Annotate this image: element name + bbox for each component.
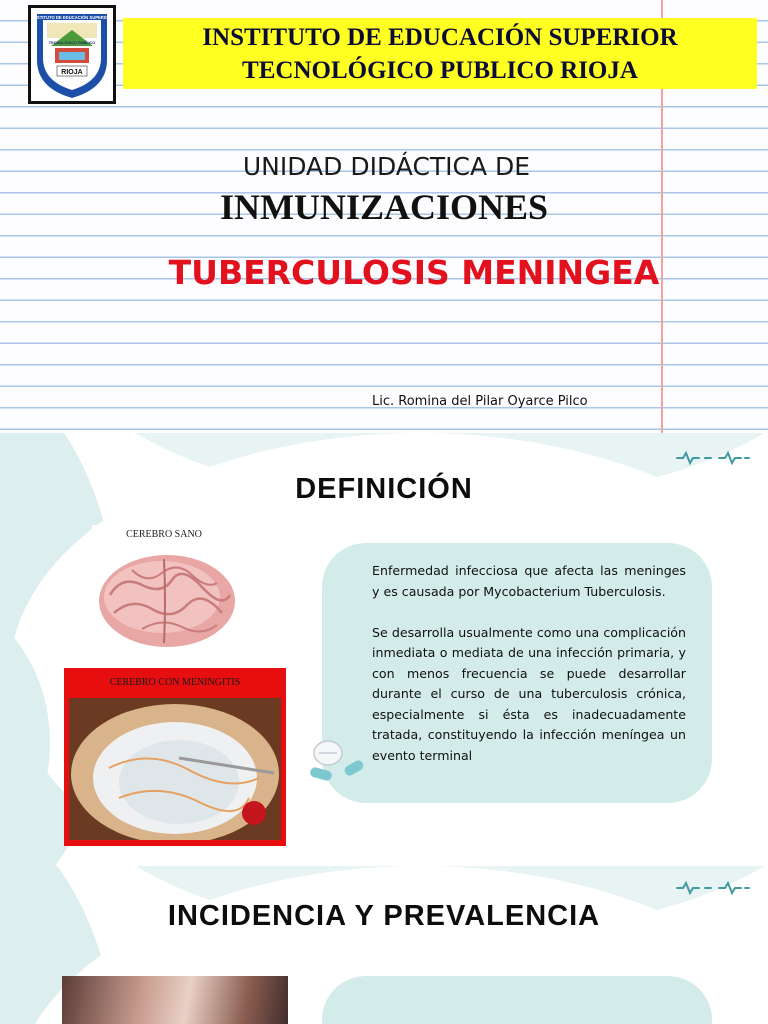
- school-crest-logo: [28, 5, 116, 104]
- healthy-brain-image: [92, 525, 254, 661]
- patient-photo: [62, 976, 288, 1024]
- author-name: Lic. Romina del Pilar Oyarce Pilco: [372, 394, 588, 409]
- definition-title: DEFINICIÓN: [295, 473, 473, 505]
- heartbeat-wave-icon: [675, 879, 751, 897]
- definition-slide: [0, 433, 768, 866]
- incidence-slide: [0, 866, 768, 1024]
- incidence-title: INCIDENCIA Y PREVALENCIA: [167, 900, 601, 932]
- incidence-card: [322, 976, 712, 1024]
- heartbeat-wave-icon: [675, 449, 751, 467]
- definition-paragraph-1: Enfermedad infecciosa que afecta las meninges y es causada por Mycobacterium Tuberculosis.: [372, 563, 686, 599]
- logo-ring-text-bottom: TECNOLÓGICO PUBLICO: [48, 41, 96, 45]
- logo-label: RIOJA: [61, 69, 83, 76]
- definition-text: [372, 561, 686, 766]
- institution-banner: [123, 18, 757, 89]
- topic-title: TUBERCULOSIS MENINGEA: [168, 253, 660, 292]
- institution-line-1: INSTITUTO DE EDUCACIÓN SUPERIOR: [202, 24, 678, 51]
- unit-name: INMUNIZACIONES: [219, 187, 549, 227]
- meningitis-brain-caption: CEREBRO CON MENINGITIS: [109, 677, 241, 688]
- meningitis-brain-image: [64, 668, 286, 846]
- healthy-brain-caption: CEREBRO SANO: [126, 529, 202, 540]
- institution-line-2: TECNOLÓGICO PUBLICO RIOJA: [242, 57, 638, 84]
- unit-label: UNIDAD DIDÁCTICA DE: [242, 152, 531, 181]
- pills-icon: [306, 735, 368, 785]
- logo-ring-text-top: INSTITUTO DE EDUCACIÓN SUPERIOR: [32, 15, 112, 20]
- definition-paragraph-2: Se desarrolla usualmente como una complicación inmediata o mediata de una infección primaria, y con menos frecuencia se puede desarrollar durante el curso de una tuberculosis crónica, especialmente si ésta es inadecuadamente tratada, constituyendo la infección meníngea un evento terminal: [372, 624, 686, 763]
- title-slide: [0, 0, 768, 433]
